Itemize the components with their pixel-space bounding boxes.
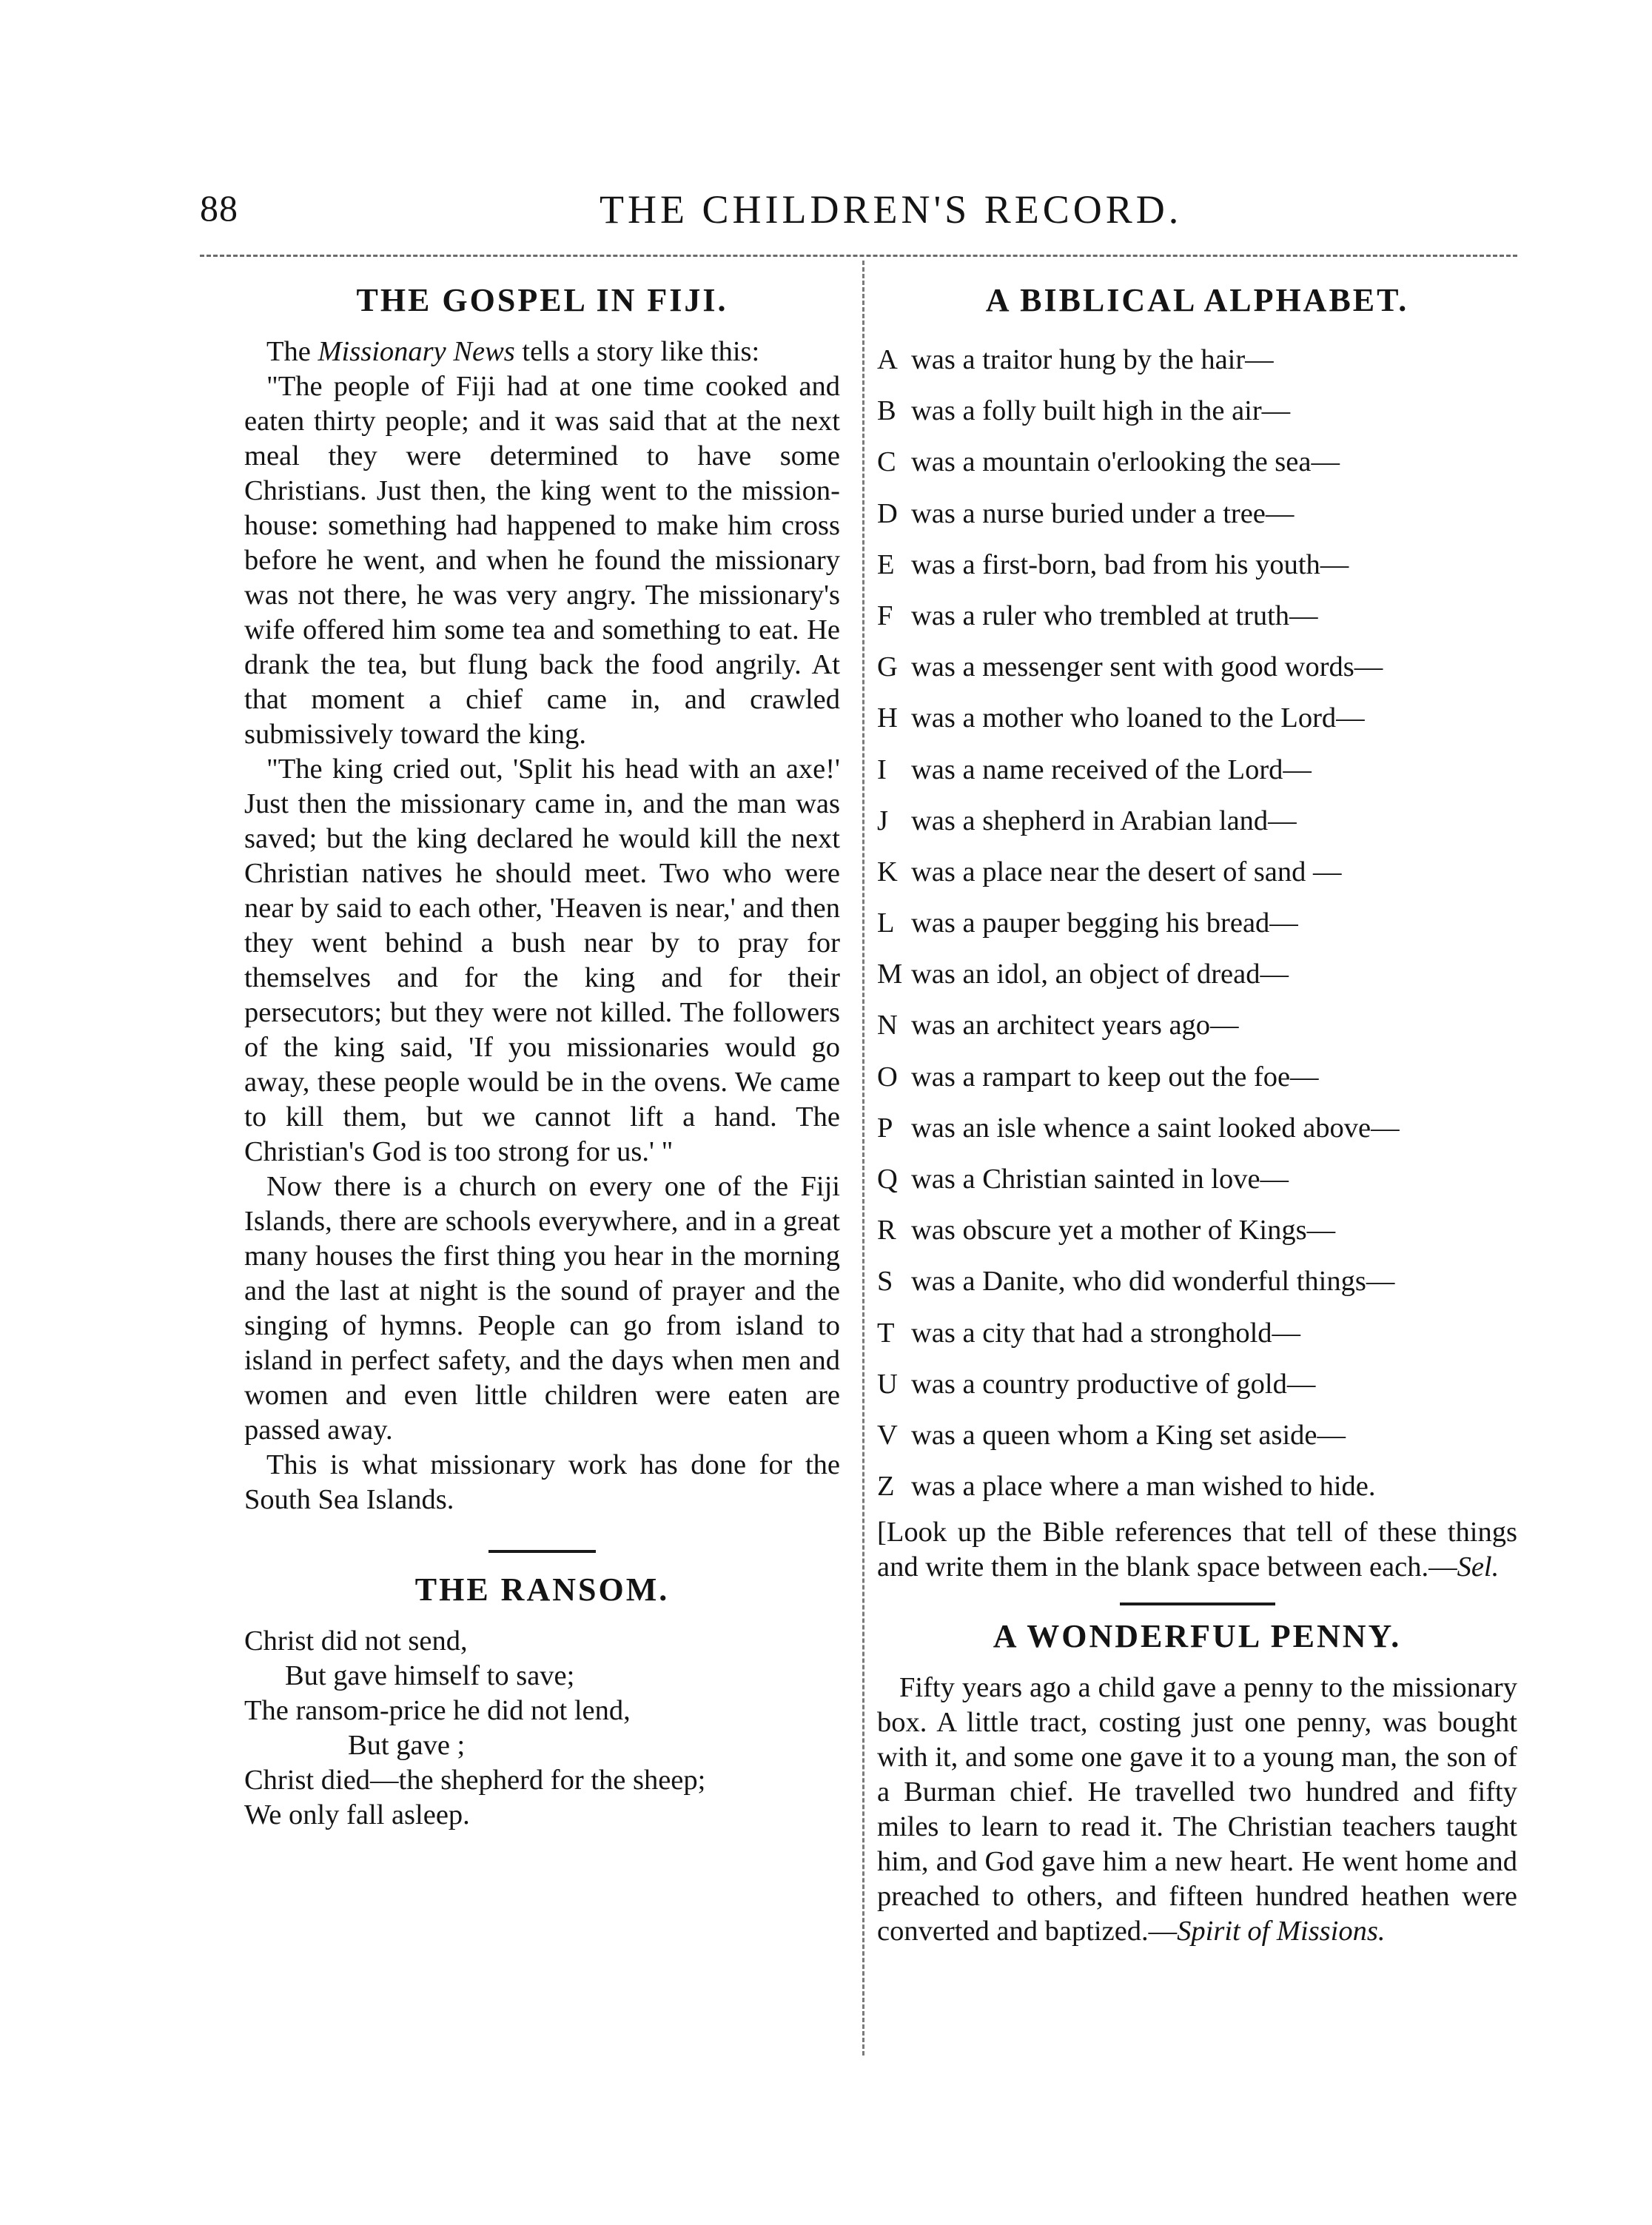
list-item (877, 1359, 1517, 1410)
section-rule (488, 1550, 596, 1553)
list-item (877, 642, 1517, 693)
alphabet-clue: was a nurse buried under a tree— (911, 497, 1295, 529)
alphabet-clue: was a Christian sainted in love— (911, 1164, 1289, 1195)
section-rule (1120, 1603, 1275, 1605)
gospel-paragraph-4: This is what missionary work has done for the South Sea Islands. (244, 1449, 840, 1515)
gospel-paragraph-1: "The people of Fiji had at one time cooked and eaten thirty people; and it was said that at the next meal they were determined to have some Christians. Just then, the king went to the mission-house: something had happened to make him cross before he went, and when he found the missionary was not there, he was very angry. The missionary's wife offered him some tea and something to eat. He drank the tea, but flung back the food angrily. At that moment a chief came in, and crawled submissively toward the king. (244, 371, 840, 750)
gospel-in-fiji-article (244, 280, 840, 1517)
alphabet-letter: A (877, 344, 898, 375)
alphabet-letter: L (877, 907, 895, 939)
gospel-intro (244, 335, 840, 369)
journal-title: THE CHILDREN'S RECORD. (600, 187, 1183, 232)
gospel-paragraph-3: Now there is a church on every one of the Fiji Islands, there are schools everywhere, and in a great many houses the first thing you hear in the morning and the last at night is the sound of prayer and the singing of hymns. People can go from island to island in perfect safety, and the days when men and women and even little children were eaten are passed away. (244, 1171, 840, 1446)
page-number: 88 (200, 187, 238, 229)
list-item (877, 1103, 1517, 1154)
missionary-news-title: Missionary News (318, 336, 515, 367)
list-item (877, 489, 1517, 540)
poem-line: Christ did not send, (244, 1625, 468, 1657)
alphabet-letter: V (877, 1419, 898, 1451)
alphabet-clue: was a place near the desert of sand — (911, 856, 1342, 887)
alphabet-clue: was a traitor hung by the hair— (911, 344, 1274, 375)
list-item (877, 847, 1517, 898)
alphabet-letter: G (877, 651, 898, 683)
alphabet-letter: H (877, 702, 898, 734)
alphabet-clue: was a Danite, who did wonderful things— (911, 1266, 1395, 1298)
header-rule (200, 255, 1517, 257)
alphabet-letter: E (877, 548, 895, 580)
alphabet-clue: was a messenger sent with good words— (911, 651, 1383, 683)
alphabet-clue: was an idol, an object of dread— (911, 959, 1289, 990)
list-item (877, 1461, 1517, 1512)
poem-line: We only fall asleep. (244, 1799, 470, 1830)
alphabet-list (877, 335, 1517, 1512)
alphabet-letter: O (877, 1061, 898, 1093)
alphabet-clue: was a ruler who trembled at truth— (911, 600, 1318, 631)
list-item (877, 1205, 1517, 1256)
alphabet-clue: was a mother who loaned to the Lord— (911, 702, 1365, 734)
list-item (877, 386, 1517, 437)
alphabet-letter: Z (877, 1471, 895, 1503)
alphabet-letter: D (877, 497, 898, 529)
gospel-intro-post: tells a story like this: (514, 336, 760, 367)
alphabet-clue: was a name received of the Lord— (911, 754, 1312, 785)
wonderful-penny-source: Spirit of Missions. (1177, 1916, 1386, 1947)
alphabet-letter: T (877, 1317, 895, 1349)
right-column (877, 280, 1517, 1949)
column-divider (862, 261, 864, 2055)
biblical-alphabet-title: A BIBLICAL ALPHABET. (985, 282, 1409, 318)
list-item (877, 949, 1517, 1000)
alphabet-letter: U (877, 1368, 898, 1400)
alphabet-clue: was a rampart to keep out the foe— (911, 1061, 1319, 1093)
alphabet-clue: was a country productive of gold— (911, 1368, 1316, 1400)
alphabet-letter: C (877, 446, 896, 478)
alphabet-letter: Q (877, 1164, 898, 1195)
alphabet-letter: F (877, 600, 893, 631)
left-column (244, 280, 840, 1833)
alphabet-clue: was an architect years ago— (911, 1010, 1239, 1041)
list-item (877, 1308, 1517, 1359)
ransom-poem (244, 1569, 840, 1833)
alphabet-clue: was an isle whence a saint looked above— (911, 1112, 1400, 1144)
poem-line: But gave ; (348, 1730, 466, 1761)
alphabet-clue: was a queen whom a King set aside— (911, 1419, 1346, 1451)
alphabet-letter: I (877, 754, 887, 785)
ransom-title: THE RANSOM. (414, 1571, 670, 1608)
gospel-intro-pre: The (266, 336, 318, 367)
list-item (877, 1154, 1517, 1205)
list-item (877, 1000, 1517, 1051)
gospel-paragraph-2: "The king cried out, 'Split his head with an axe!' Just then the missionary came in, and the man was saved; but the king declared he would kill the next Christian natives he should meet. Two who were near by said to each other, 'Heaven is near,' and then they went behind a bush near by to pray for themselves and for the king and for their persecutors; but they were not killed. The followers of the king said, 'If you missionaries would go away, these people would be in the ovens. We came to kill them, but we cannot lift a hand. The Christian's God is too strong for us.' " (244, 754, 840, 1167)
list-item (877, 898, 1517, 949)
list-item (877, 796, 1517, 847)
alphabet-letter: R (877, 1215, 896, 1246)
wonderful-penny-article (877, 1616, 1517, 1949)
list-item (877, 591, 1517, 642)
alphabet-clue: was obscure yet a mother of Kings— (911, 1215, 1336, 1246)
alphabet-letter: J (877, 805, 888, 836)
alphabet-letter: B (877, 395, 896, 427)
list-item (877, 335, 1517, 386)
running-head (200, 187, 1517, 246)
list-item (877, 437, 1517, 488)
alphabet-letter: S (877, 1266, 893, 1298)
wonderful-penny-title: A WONDERFUL PENNY. (993, 1618, 1402, 1655)
list-item (877, 540, 1517, 591)
list-item (877, 1410, 1517, 1461)
alphabet-letter: P (877, 1112, 893, 1144)
poem-line: Christ died—the shepherd for the sheep; (244, 1765, 706, 1796)
list-item (877, 1052, 1517, 1103)
alphabet-clue: was a pauper begging his bread— (911, 907, 1298, 939)
alphabet-note (877, 1515, 1517, 1585)
alphabet-clue: was a mountain o'erlooking the sea— (911, 446, 1340, 478)
list-item (877, 693, 1517, 744)
alphabet-letter: M (877, 959, 903, 990)
alphabet-letter: N (877, 1010, 898, 1041)
alphabet-clue: was a shepherd in Arabian land— (911, 805, 1297, 836)
wonderful-penny-paragraph (877, 1671, 1517, 1949)
poem-line: The ransom-price he did not lend, (244, 1695, 631, 1726)
poem-line: But gave himself to save; (285, 1660, 575, 1691)
list-item (877, 1256, 1517, 1307)
alphabet-note-paragraph (877, 1515, 1517, 1585)
alphabet-clue: was a place where a man wished to hide. (911, 1471, 1376, 1503)
alphabet-note-text: [Look up the Bible references that tell of these things and write them in the blank space between each.— (877, 1517, 1517, 1583)
ransom-verse (244, 1624, 840, 1833)
list-item (877, 745, 1517, 796)
biblical-alphabet-article (877, 280, 1517, 1585)
alphabet-note-source: Sel. (1457, 1551, 1500, 1583)
alphabet-clue: was a folly built high in the air— (911, 395, 1291, 427)
alphabet-clue: was a first-born, bad from his youth— (911, 548, 1349, 580)
alphabet-letter: K (877, 856, 898, 887)
wonderful-penny-body: Fifty years ago a child gave a penny to the missionary box. A little tract, costing just one penny, was bought with it, and some one gave it to a young man, the son of a Burman chief. He travelled two hundred and fifty miles to learn to read it. The Christian teachers taught him, and God gave him a new heart. He went home and preached to others, and fifteen hundred heathen were converted and baptized.— (877, 1672, 1517, 1947)
gospel-in-fiji-title: THE GOSPEL IN FIJI. (356, 282, 728, 318)
alphabet-clue: was a city that had a stronghold— (911, 1317, 1301, 1349)
